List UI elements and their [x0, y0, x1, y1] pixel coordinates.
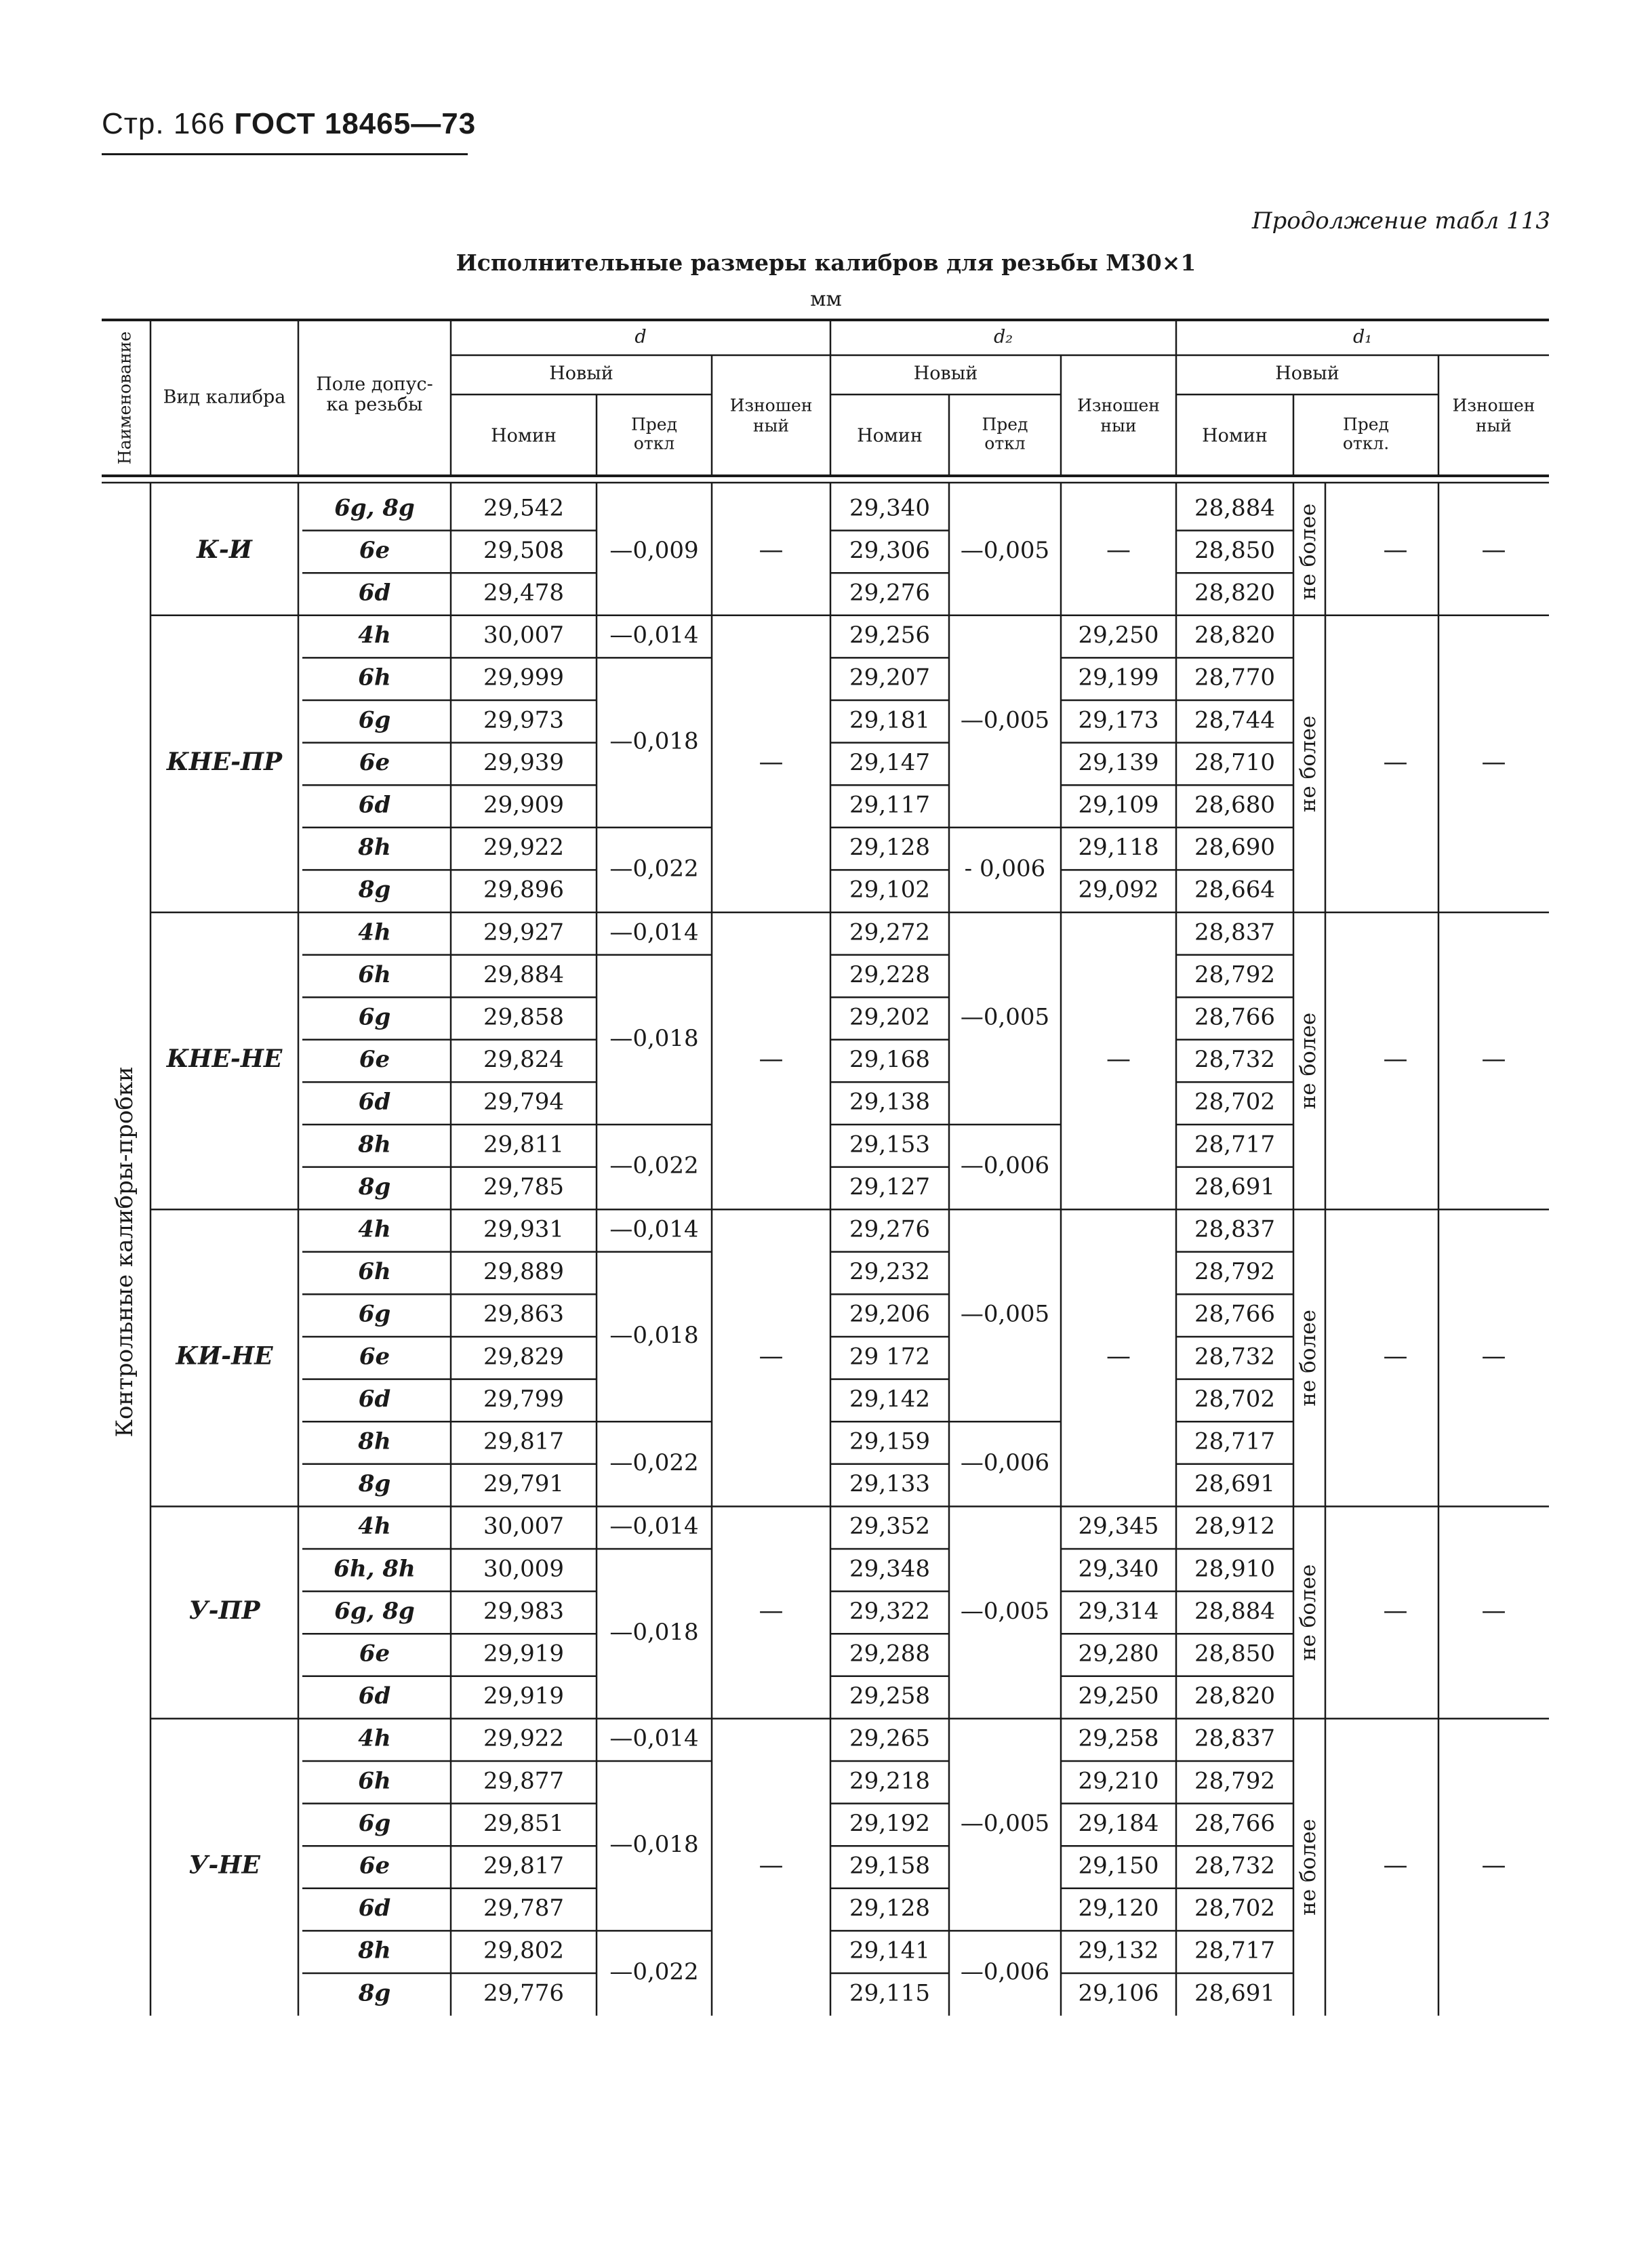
- d2-nominal-cell: 29,322: [849, 1597, 930, 1625]
- d1-nominal-cell: 28,792: [1194, 1767, 1275, 1795]
- d-worn-cell: —: [759, 1596, 784, 1625]
- d2-nominal-cell: 29,218: [849, 1767, 930, 1795]
- d-deviation-cell: —0,022: [609, 1958, 699, 1985]
- d-nominal-cell: 29,927: [483, 918, 564, 946]
- d2-nominal-cell: 29,115: [849, 1979, 930, 2007]
- tolerance-field-cell: 6d: [358, 791, 391, 819]
- tolerance-field-cell: 6d: [358, 1682, 391, 1710]
- d1-nominal-cell: 28,702: [1194, 1385, 1275, 1413]
- d2-worn-cell: 29,106: [1078, 1979, 1159, 2007]
- d-deviation-cell: —0,018: [609, 727, 699, 755]
- worn-header: ный: [752, 416, 790, 436]
- tolerance-field-cell: 6e: [359, 748, 390, 776]
- d-nominal-cell: 29,922: [483, 834, 564, 862]
- d2-worn-cell: 29,132: [1078, 1937, 1159, 1964]
- d-nominal-cell: 30,009: [483, 1555, 564, 1583]
- d-deviation-cell: —0,014: [609, 1512, 699, 1540]
- d-nominal-cell: 29,478: [483, 579, 564, 607]
- d2-deviation-cell: —0,006: [960, 1958, 1050, 1985]
- d1-nominal-cell: 28,910: [1194, 1555, 1275, 1583]
- d1-nominal-cell: 28,732: [1194, 1852, 1275, 1880]
- deviation-header: Пред: [1343, 414, 1389, 435]
- d1-nominal-cell: 28,717: [1194, 1937, 1275, 1964]
- d2-nominal-cell: 29,127: [849, 1173, 930, 1200]
- d1-worn-cell: —: [1481, 748, 1506, 776]
- d2-deviation-cell: —0,006: [960, 1152, 1050, 1179]
- d-worn-cell: —: [759, 748, 784, 776]
- d2-nominal-cell: 29,206: [849, 1300, 930, 1328]
- tolerance-field-cell: 6g: [358, 1809, 391, 1837]
- d-nominal-cell: 29,817: [483, 1428, 564, 1455]
- d1-nominal-cell: 28,691: [1194, 1979, 1275, 2007]
- d2-nominal-cell: 29,276: [849, 1215, 930, 1243]
- deviation-header: откл: [984, 433, 1026, 453]
- tolerance-field-cell: 8g: [358, 1470, 391, 1498]
- tolerance-field-cell: 6e: [359, 1343, 390, 1371]
- d-nominal-cell: 29,884: [483, 961, 564, 988]
- d2-deviation-cell: - 0,006: [964, 855, 1046, 883]
- d1-deviation-cell: —: [1383, 1342, 1408, 1371]
- tolerance-field-cell: 6d: [358, 579, 391, 607]
- d2-nominal-cell: 29,258: [849, 1682, 930, 1710]
- d2-deviation-cell: —0,005: [960, 1597, 1050, 1625]
- d2-deviation-cell: —0,005: [960, 1809, 1050, 1837]
- d2-nominal-cell: 29,348: [849, 1555, 930, 1583]
- d2-deviation-cell: —0,005: [960, 706, 1050, 734]
- tolerance-field-cell: 6g: [358, 706, 391, 734]
- tolerance-field-cell: 8g: [358, 876, 391, 904]
- d-nominal-cell: 29,896: [483, 876, 564, 904]
- d2-column-header: d₂: [993, 326, 1013, 348]
- units-label: мм: [810, 287, 842, 311]
- d-nominal-cell: 29,931: [483, 1215, 564, 1243]
- d2-nominal-cell: 29,306: [849, 536, 930, 564]
- d1-worn-cell: —: [1481, 1045, 1506, 1074]
- d2-nominal-cell: 29,202: [849, 1003, 930, 1031]
- d1-nominal-cell: 28,792: [1194, 1258, 1275, 1286]
- gauge-type-cell: КИ-НЕ: [176, 1341, 273, 1371]
- d2-worn-cell: 29,210: [1078, 1767, 1159, 1795]
- new-header: Новый: [1275, 363, 1339, 384]
- d2-worn-cell: 29,258: [1078, 1724, 1159, 1752]
- d2-nominal-cell: 29,142: [849, 1385, 930, 1413]
- not-more-label: не более: [1296, 1012, 1321, 1110]
- d1-worn-cell: —: [1481, 536, 1506, 564]
- not-more-label: не более: [1296, 1564, 1321, 1661]
- d1-nominal-cell: 28,766: [1194, 1300, 1275, 1328]
- deviation-header: откл: [633, 433, 675, 453]
- d-nominal-cell: 29,776: [483, 1979, 564, 2007]
- d2-worn-cell: 29,280: [1078, 1640, 1159, 1668]
- tolerance-field-cell: 8g: [358, 1173, 391, 1200]
- d1-worn-cell: —: [1481, 1596, 1506, 1625]
- d-deviation-cell: —0,022: [609, 855, 699, 883]
- tolerance-field-cell: 6d: [358, 1088, 391, 1116]
- tolerance-field-cell: 8h: [358, 1428, 391, 1455]
- worn-header: ный: [1475, 416, 1512, 436]
- d2-worn-cell: 29,118: [1078, 834, 1159, 862]
- d2-worn-cell: 29,199: [1078, 664, 1159, 691]
- d2-worn-cell: 29,139: [1078, 748, 1159, 776]
- d1-deviation-cell: —: [1383, 1851, 1408, 1880]
- d2-worn-cell: 29,340: [1078, 1555, 1159, 1583]
- not-more-label: не более: [1296, 1310, 1321, 1407]
- gauge-type-cell: КНЕ-ПР: [166, 747, 283, 776]
- d-nominal-cell: 29,785: [483, 1173, 564, 1200]
- d2-worn-cell: 29,250: [1078, 1682, 1159, 1710]
- d-nominal-cell: 29,983: [483, 1597, 564, 1625]
- tolerance-field-cell: 6e: [359, 1046, 390, 1074]
- d2-nominal-cell: 29,192: [849, 1809, 930, 1837]
- d2-worn-cell: —: [1106, 1342, 1131, 1371]
- d-nominal-cell: 29,829: [483, 1343, 564, 1371]
- tolerance-field-cell: 4h: [358, 1215, 391, 1243]
- tolerance-field-cell: 8h: [358, 834, 391, 862]
- deviation-header: откл.: [1342, 433, 1390, 453]
- d1-nominal-cell: 28,732: [1194, 1046, 1275, 1074]
- d2-deviation-cell: —0,005: [960, 536, 1050, 564]
- d1-deviation-cell: —: [1383, 1596, 1408, 1625]
- tolerance-field-cell: 6e: [359, 1640, 390, 1668]
- d1-nominal-cell: 28,664: [1194, 876, 1275, 904]
- tolerance-column-header: ка резьбы: [326, 394, 423, 416]
- d2-nominal-cell: 29,147: [849, 748, 930, 776]
- d1-nominal-cell: 28,766: [1194, 1809, 1275, 1837]
- d-deviation-cell: —0,014: [609, 622, 699, 649]
- d2-worn-cell: 29,109: [1078, 791, 1159, 819]
- d-nominal-cell: 29,863: [483, 1300, 564, 1328]
- d-nominal-cell: 29,542: [483, 494, 564, 522]
- d2-nominal-cell: 29,102: [849, 876, 930, 904]
- side-category-label: Контрольные калибры-пробки: [111, 1066, 138, 1438]
- d-nominal-cell: 29,889: [483, 1258, 564, 1286]
- d2-nominal-cell: 29,141: [849, 1937, 930, 1964]
- d1-nominal-cell: 28,820: [1194, 622, 1275, 649]
- d1-nominal-cell: 28,691: [1194, 1470, 1275, 1498]
- d1-nominal-cell: 28,770: [1194, 664, 1275, 691]
- d-deviation-cell: —0,014: [609, 1724, 699, 1752]
- tolerance-field-cell: 6e: [359, 536, 390, 564]
- tolerance-field-cell: 6h: [358, 1767, 391, 1795]
- d-nominal-cell: 29,999: [483, 664, 564, 691]
- d1-nominal-cell: 28,792: [1194, 961, 1275, 988]
- d-nominal-cell: 29,791: [483, 1470, 564, 1498]
- d1-nominal-cell: 28,717: [1194, 1131, 1275, 1158]
- tolerance-field-cell: 6h: [358, 1258, 391, 1286]
- tolerance-field-cell: 4h: [358, 918, 391, 946]
- tolerance-field-cell: 6d: [358, 1895, 391, 1922]
- gauge-type-cell: У-НЕ: [188, 1851, 260, 1880]
- d-deviation-cell: —0,018: [609, 1831, 699, 1859]
- not-more-label: не более: [1296, 1819, 1321, 1916]
- nominal-header: Номин: [857, 425, 923, 447]
- d1-nominal-cell: 28,820: [1194, 1682, 1275, 1710]
- d2-deviation-cell: —0,005: [960, 1300, 1050, 1328]
- d2-deviation-cell: —0,005: [960, 1003, 1050, 1031]
- d-nominal-cell: 29,939: [483, 748, 564, 776]
- d2-nominal-cell: 29,207: [849, 664, 930, 691]
- worn-header: ныи: [1100, 416, 1137, 436]
- deviation-header: Пред: [631, 414, 677, 435]
- d1-worn-cell: —: [1481, 1851, 1506, 1880]
- d1-nominal-cell: 28,820: [1194, 579, 1275, 607]
- d2-nominal-cell: 29,158: [849, 1852, 930, 1880]
- d1-nominal-cell: 28,690: [1194, 834, 1275, 862]
- d2-nominal-cell: 29,272: [849, 918, 930, 946]
- tolerance-field-cell: 6g: [358, 1300, 391, 1328]
- d-nominal-cell: 29,922: [483, 1724, 564, 1752]
- tolerance-field-cell: 8g: [358, 1979, 391, 2007]
- d-deviation-cell: —0,018: [609, 1322, 699, 1349]
- d-deviation-cell: —0,022: [609, 1449, 699, 1476]
- d-nominal-cell: 29,851: [483, 1809, 564, 1837]
- new-header: Новый: [549, 363, 613, 384]
- deviation-header: Пред: [982, 414, 1028, 435]
- not-more-label: не более: [1296, 715, 1321, 813]
- d-nominal-cell: 29,799: [483, 1385, 564, 1413]
- d-nominal-cell: 29,817: [483, 1852, 564, 1880]
- d-nominal-cell: 29,858: [483, 1003, 564, 1031]
- d2-worn-cell: 29,120: [1078, 1895, 1159, 1922]
- tolerance-field-cell: 4h: [358, 1724, 391, 1752]
- gauge-type-cell: КНЕ-НЕ: [166, 1045, 283, 1074]
- d-deviation-cell: —0,009: [609, 536, 699, 564]
- tolerance-field-cell: 4h: [358, 1512, 391, 1540]
- d-nominal-cell: 29,802: [483, 1937, 564, 1964]
- d-nominal-cell: 29,877: [483, 1767, 564, 1795]
- d1-nominal-cell: 28,837: [1194, 1724, 1275, 1752]
- table-title: Исполнительные размеры калибров для резьбы М30×1: [456, 249, 1196, 276]
- tolerance-field-cell: 6h, 8h: [334, 1555, 416, 1583]
- page-number: Стр. 166: [102, 107, 226, 140]
- table-continuation-label: Продолжение табл 113: [1251, 207, 1550, 235]
- d-worn-cell: —: [759, 1045, 784, 1074]
- d1-nominal-cell: 28,850: [1194, 1640, 1275, 1668]
- d1-worn-cell: —: [1481, 1342, 1506, 1371]
- d2-nominal-cell: 29,159: [849, 1428, 930, 1455]
- tolerance-field-cell: 6h: [358, 664, 391, 691]
- d1-nominal-cell: 28,710: [1194, 748, 1275, 776]
- d2-nominal-cell: 29,352: [849, 1512, 930, 1540]
- d-deviation-cell: —0,014: [609, 1215, 699, 1243]
- d2-nominal-cell: 29,181: [849, 706, 930, 734]
- d1-nominal-cell: 28,837: [1194, 1215, 1275, 1243]
- tolerance-field-cell: 6e: [359, 1852, 390, 1880]
- gauge-type-column-header: Вид калибра: [163, 386, 286, 408]
- tolerance-field-cell: 8h: [358, 1131, 391, 1158]
- d1-deviation-cell: —: [1383, 1045, 1408, 1074]
- d2-nominal-cell: 29,256: [849, 622, 930, 649]
- d2-worn-cell: 29,173: [1078, 706, 1159, 734]
- d1-column-header: d₁: [1352, 326, 1373, 348]
- d2-nominal-cell: 29,138: [849, 1088, 930, 1116]
- d2-worn-cell: 29,345: [1078, 1512, 1159, 1540]
- d2-nominal-cell: 29,288: [849, 1640, 930, 1668]
- tolerance-field-cell: 6d: [358, 1385, 391, 1413]
- tolerance-field-cell: 6g, 8g: [334, 1597, 415, 1625]
- nominal-header: Номин: [1202, 425, 1268, 447]
- d1-nominal-cell: 28,837: [1194, 918, 1275, 946]
- worn-header: Изношен: [729, 395, 813, 416]
- gauge-type-cell: У-ПР: [188, 1596, 260, 1625]
- d2-nominal-cell: 29,276: [849, 579, 930, 607]
- standard-number: ГОСТ 18465—73: [234, 107, 477, 140]
- d-nominal-cell: 29,787: [483, 1895, 564, 1922]
- d-column-header: d: [634, 326, 647, 348]
- d1-nominal-cell: 28,732: [1194, 1343, 1275, 1371]
- d2-nominal-cell: 29,265: [849, 1724, 930, 1752]
- d1-nominal-cell: 28,850: [1194, 536, 1275, 564]
- d-worn-cell: —: [759, 1342, 784, 1371]
- d-nominal-cell: 29,973: [483, 706, 564, 734]
- d2-nominal-cell: 29,232: [849, 1258, 930, 1286]
- d2-worn-cell: 29,314: [1078, 1597, 1159, 1625]
- d1-nominal-cell: 28,702: [1194, 1088, 1275, 1116]
- d-nominal-cell: 30,007: [483, 622, 564, 649]
- d-nominal-cell: 29,794: [483, 1088, 564, 1116]
- new-header: Новый: [913, 363, 978, 384]
- gauge-type-cell: К-И: [197, 535, 252, 564]
- d2-nominal-cell: 29,153: [849, 1131, 930, 1158]
- nominal-header: Номин: [491, 425, 557, 447]
- d1-deviation-cell: —: [1383, 748, 1408, 776]
- d-nominal-cell: 29,508: [483, 536, 564, 564]
- tolerance-field-cell: 4h: [358, 622, 391, 649]
- d-nominal-cell: 30,007: [483, 1512, 564, 1540]
- d-nominal-cell: 29,919: [483, 1682, 564, 1710]
- d2-worn-cell: —: [1106, 1045, 1131, 1074]
- worn-header: Изношен: [1077, 395, 1160, 416]
- d2-nominal-cell: 29,340: [849, 494, 930, 522]
- d-deviation-cell: —0,018: [609, 1619, 699, 1646]
- name-column-header: Наименование: [115, 331, 135, 465]
- d2-worn-cell: 29,150: [1078, 1852, 1159, 1880]
- d1-nominal-cell: 28,691: [1194, 1173, 1275, 1200]
- d1-nominal-cell: 28,912: [1194, 1512, 1275, 1540]
- d-nominal-cell: 29,909: [483, 791, 564, 819]
- d-deviation-cell: —0,018: [609, 1024, 699, 1052]
- d2-nominal-cell: 29,133: [849, 1470, 930, 1498]
- d2-nominal-cell: 29,117: [849, 791, 930, 819]
- d-deviation-cell: —0,022: [609, 1152, 699, 1179]
- d-worn-cell: —: [759, 536, 784, 564]
- d1-nominal-cell: 28,766: [1194, 1003, 1275, 1031]
- d2-nominal-cell: 29,128: [849, 834, 930, 862]
- tolerance-field-cell: 6h: [358, 961, 391, 988]
- d2-nominal-cell: 29 172: [849, 1343, 930, 1371]
- d1-nominal-cell: 28,680: [1194, 791, 1275, 819]
- d2-nominal-cell: 29,228: [849, 961, 930, 988]
- d1-nominal-cell: 28,717: [1194, 1428, 1275, 1455]
- d-nominal-cell: 29,824: [483, 1046, 564, 1074]
- d2-nominal-cell: 29,168: [849, 1046, 930, 1074]
- d-nominal-cell: 29,811: [483, 1131, 564, 1158]
- d2-worn-cell: 29,250: [1078, 622, 1159, 649]
- tolerance-field-cell: 6g: [358, 1003, 391, 1031]
- tolerance-column-header: Поле допус-: [316, 373, 433, 395]
- d-nominal-cell: 29,919: [483, 1640, 564, 1668]
- d1-nominal-cell: 28,884: [1194, 494, 1275, 522]
- d1-nominal-cell: 28,702: [1194, 1895, 1275, 1922]
- d2-worn-cell: 29,092: [1078, 876, 1159, 904]
- worn-header: Изношен: [1452, 395, 1535, 416]
- d-deviation-cell: —0,014: [609, 918, 699, 946]
- d2-worn-cell: 29,184: [1078, 1809, 1159, 1837]
- not-more-label: не более: [1296, 503, 1321, 601]
- d2-deviation-cell: —0,006: [960, 1449, 1050, 1476]
- tolerance-field-cell: 6g, 8g: [334, 494, 415, 522]
- d-worn-cell: —: [759, 1851, 784, 1880]
- d1-nominal-cell: 28,884: [1194, 1597, 1275, 1625]
- d2-worn-cell: —: [1106, 536, 1131, 564]
- d2-nominal-cell: 29,128: [849, 1895, 930, 1922]
- d1-nominal-cell: 28,744: [1194, 706, 1275, 734]
- tolerance-field-cell: 8h: [358, 1937, 391, 1964]
- d1-deviation-cell: —: [1383, 536, 1408, 564]
